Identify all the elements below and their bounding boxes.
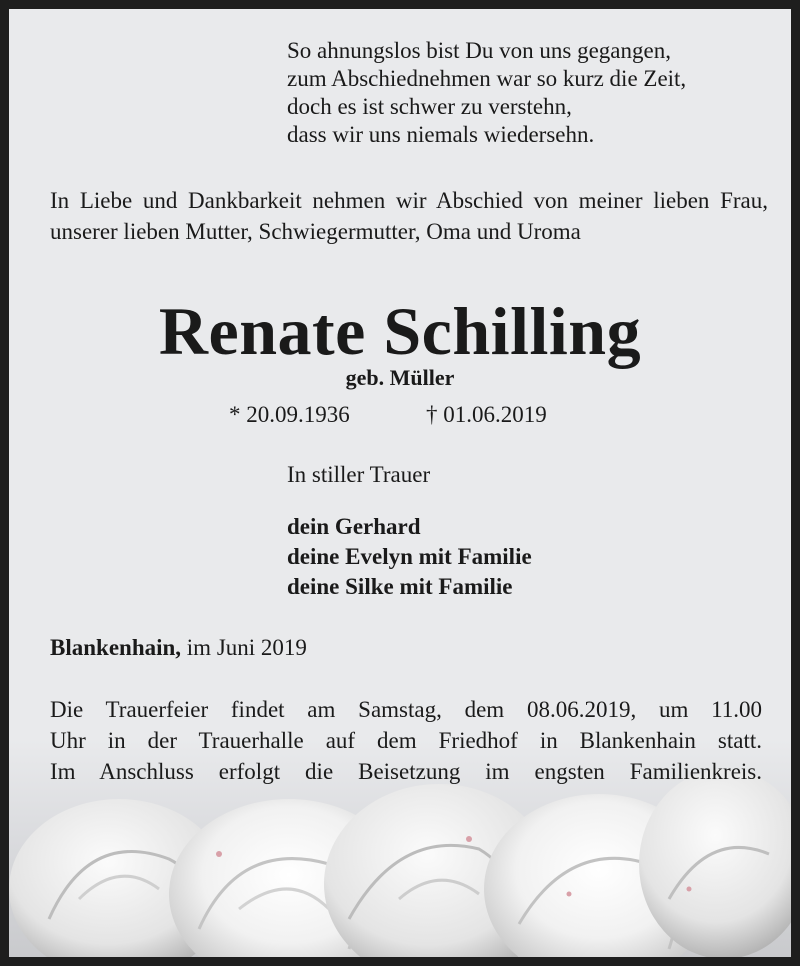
funeral-line: Im Anschluss erfolgt die Beisetzung im engsten Familienkreis. bbox=[50, 759, 762, 784]
poem-line: zum Abschiednehmen war so kurz die Zeit, bbox=[287, 66, 687, 91]
birth-date: * 20.09.1936 bbox=[229, 402, 350, 427]
poem-line: So ahnungslos bist Du von uns gegangen, bbox=[287, 38, 671, 63]
white-roses-image bbox=[9, 769, 791, 966]
intro-text: In Liebe und Dankbarkeit nehmen wir Abschied von meiner lieben Frau, unserer lieben Mutter, Schwiegermutter, Oma und Uroma bbox=[50, 188, 768, 244]
place-name: Blankenhain, bbox=[50, 635, 182, 660]
funeral-line: Uhr in der Trauerhalle auf dem Friedhof in Blankenhain statt. bbox=[50, 728, 762, 753]
funeral-info bbox=[50, 694, 762, 787]
poem bbox=[287, 37, 686, 149]
mourners-list bbox=[287, 512, 532, 602]
mourner-name: deine Silke mit Familie bbox=[287, 574, 513, 599]
deceased-name: Renate Schilling bbox=[158, 293, 642, 369]
mourner-name: deine Evelyn mit Familie bbox=[287, 544, 532, 569]
funeral-line: Die Trauerfeier findet am Samstag, dem 08.06.2019, um 11.00 bbox=[50, 697, 762, 722]
mourner-name: dein Gerhard bbox=[287, 514, 421, 539]
notice-date: im Juni 2019 bbox=[181, 635, 307, 660]
poem-line: dass wir uns niemals wiedersehn. bbox=[287, 122, 595, 147]
mourning-heading: In stiller Trauer bbox=[287, 462, 431, 487]
death-date: † 01.06.2019 bbox=[426, 402, 547, 427]
poem-line: doch es ist schwer zu verstehn, bbox=[287, 94, 572, 119]
maiden-name: geb. Müller bbox=[345, 365, 455, 390]
place-date-line bbox=[50, 634, 307, 662]
